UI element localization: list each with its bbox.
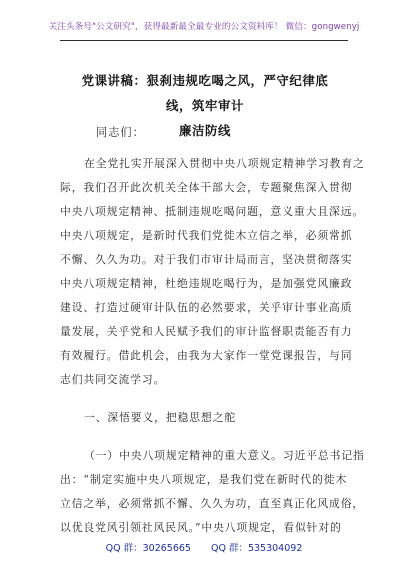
paragraph-line: 建设、打造过硬审计队伍的必然要求，关乎审计事业高质: [60, 301, 353, 314]
title-line-2: 廉洁防线: [179, 123, 231, 138]
section-heading: 一、深悟要义，把稳思想之舵: [84, 411, 237, 424]
subsection-line: 立信之举，必须常抓不懈、久久为功，直至真正化风成俗，: [60, 497, 365, 510]
header-note: 关注头条号"公文研究"，获得最新最全最专业的公文资料库！ 微信：gongwenyj: [48, 22, 360, 32]
paragraph-line: 在全党扎实开展深入贯彻中央八项规定精神学习教育之: [84, 157, 365, 170]
paragraph-line: 不懈、久久为功。对于我们市审计局而言，坚决贯彻落实: [60, 253, 353, 266]
header-divider: [60, 40, 348, 41]
subsection-line: （一）中央八项规定精神的重大意义。习近平总书记指: [84, 449, 365, 462]
paragraph-line: 量发展，关乎党和人民赋予我们的审计监督职责能否有力: [60, 325, 353, 338]
qq-group-1: QQ 群：30265665: [105, 543, 191, 554]
salutation: 同志们：: [96, 126, 145, 139]
paragraph-line: 志们共同交流学习。: [60, 373, 166, 386]
qq-group-2: QQ 群：535304092: [210, 543, 303, 554]
paragraph-line: 中央八项规定精神、抵制违规吃喝问题，意义重大且深远。: [60, 205, 365, 218]
paragraph-line: 中央八项规定，是新时代我们党徙木立信之举，必须常抓: [60, 229, 353, 242]
subsection-line: 以优良党风引领社风民风。”中央八项规定，看似针对的: [60, 521, 342, 534]
subsection-line: 出：“制定实施中央八项规定，是我们党在新时代的徙木: [60, 473, 348, 486]
title-line-1: 党课讲稿：狠刹违规吃喝之风，严守纪律底线，筑牢审计: [81, 73, 329, 113]
paragraph-line: 有效履行。借此机会，由我为大家作一堂党课报告，与同: [60, 349, 353, 362]
paragraph-line: 中央八项规定精神，杜绝违规吃喝行为，是加强党风廉政: [60, 277, 353, 290]
paragraph-line: 际，我们召开此次机关全体干部大会，专题聚焦深入贯彻: [60, 181, 353, 194]
footer: [0, 540, 408, 554]
